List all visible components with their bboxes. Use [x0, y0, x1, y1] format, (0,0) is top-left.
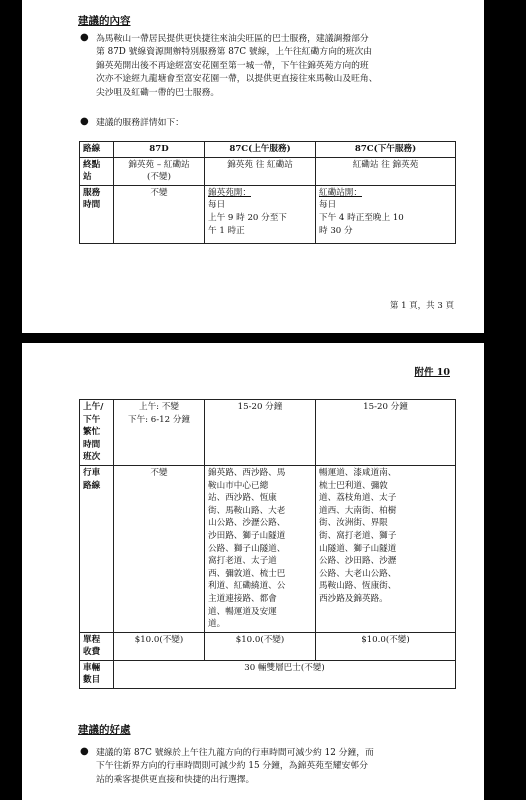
document-page-1: [22, 0, 484, 333]
paragraph-line: 下午往新界方向的行車時間則可減少約 15 分鐘，為錦英苑至耀安邨分: [96, 761, 368, 772]
fare-87d: $10.0(不變): [114, 632, 205, 660]
proposal-paragraph: [96, 33, 378, 100]
paragraph-line: 錦英苑開出後不再途經富安花園至第一城一帶，下午往錦英苑方向的班: [96, 60, 369, 71]
row-label-terminus: 終點 站: [80, 157, 114, 185]
peak-87c-am: 15-20 分鐘: [205, 400, 316, 466]
table-row-hours: [80, 185, 456, 243]
fare-87c-am: $10.0(不變): [205, 632, 316, 660]
peak-87d: 上午: 不變 下午: 6-12 分鐘: [114, 400, 205, 466]
table-row-vehicles: [80, 660, 456, 688]
service-details-intro: 建議的服務詳情如下：: [96, 118, 184, 128]
service-details-table: [79, 141, 456, 244]
bullet-icon: ●: [80, 32, 89, 43]
fare-87c-pm: $10.0(不變): [316, 632, 456, 660]
bullet-icon: ●: [80, 116, 89, 127]
header-87c-pm: 87C(下午服務): [316, 142, 456, 158]
header-route: 路線: [80, 142, 114, 158]
hours-87c-pm: 紅磡站開： 每日 下午 4 時正至晚上 10 時 30 分: [316, 185, 456, 243]
route-87c-pm: 暢運道、漆咸道南、 梳士巴利道、彌敦 道、荔枝角道、太子 道西、大南街、柏樹 街、汝洲街、界限 街、窩打老道、獅子 山隧道、獅子山隧道 公路、沙田路、沙瀝 公路、大老山公路、 馬鞍山路、恆康街、 西沙路及錦英路。: [316, 465, 456, 632]
page-number: 第 1 頁，共 3 頁: [389, 301, 454, 311]
document-page-2: [22, 343, 484, 800]
terminus-87c-am: 錦英苑 往 紅磡站: [205, 157, 316, 185]
table-row-terminus: [80, 157, 456, 185]
paragraph-line: 第 87D 號線資源開辦特別服務第 87C 號線，上午往紅磡方向的班次由: [96, 47, 373, 58]
table-row-route: [80, 465, 456, 632]
paragraph-line: 站的乘客提供更直接和快捷的出行選擇。: [96, 774, 255, 785]
hours-87d: 不變: [114, 185, 205, 243]
section-title-benefits: 建議的好處: [78, 724, 131, 736]
benefits-paragraph: [96, 747, 374, 787]
paragraph-line: 尖沙咀及紅磡一帶的巴士服務。: [96, 87, 220, 98]
section-title-proposal: 建議的內容: [78, 15, 131, 27]
terminus-87d: 錦英苑 – 紅磡站 (不變): [114, 157, 205, 185]
annex-label: 附件 10: [414, 367, 450, 378]
terminus-87c-pm: 紅磡站 往 錦英苑: [316, 157, 456, 185]
paragraph-line: 為馬鞍山一帶居民提供更快捷往來油尖旺區的巴士服務，建議調撥部分: [96, 34, 369, 44]
row-label-vehicles: 車輛 數目: [80, 660, 114, 688]
row-label-fare: 單程 收費: [80, 632, 114, 660]
row-label-hours: 服務 時間: [80, 185, 114, 243]
row-label-peak: 上午/ 下午 繁忙 時間 班次: [80, 400, 114, 466]
peak-87c-pm: 15-20 分鐘: [316, 400, 456, 466]
row-label-route: 行車 路線: [80, 465, 114, 632]
hours-87c-am: 錦英苑開： 每日 上午 9 時 20 分至下 午 1 時正: [205, 185, 316, 243]
service-details-table-continued: [79, 399, 456, 689]
header-87d: 87D: [114, 142, 205, 158]
paragraph-line: 建議的第 87C 號線於上午往九龍方向的行車時間可減少約 12 分鐘，而: [96, 748, 374, 758]
route-87d: 不變: [114, 465, 205, 632]
route-87c-am: 錦英路、西沙路、馬 鞍山市中心已總 站、西沙路、恆康 街、馬鞍山路、大老 山公路、沙瀝公路、 沙田路、獅子山隧道 公路、獅子山隧道、 窩打老道、太子道 西、彌敦道、梳士巴 利道、紅磡繞道、公 主道連接路、都會 道、暢運道及安運 道。: [205, 465, 316, 632]
vehicles-value: 30 輛雙層巴士(不變): [114, 660, 456, 688]
header-87c-am: 87C(上午服務): [205, 142, 316, 158]
bullet-icon: ●: [80, 746, 89, 757]
table-row-peak-frequency: [80, 400, 456, 466]
table-row-fare: [80, 632, 456, 660]
paragraph-line: 次亦不途經九龍塘會至富安花園一帶，以提供更直接往來馬鞍山及旺角、: [96, 74, 378, 85]
table-header-row: [80, 142, 456, 158]
